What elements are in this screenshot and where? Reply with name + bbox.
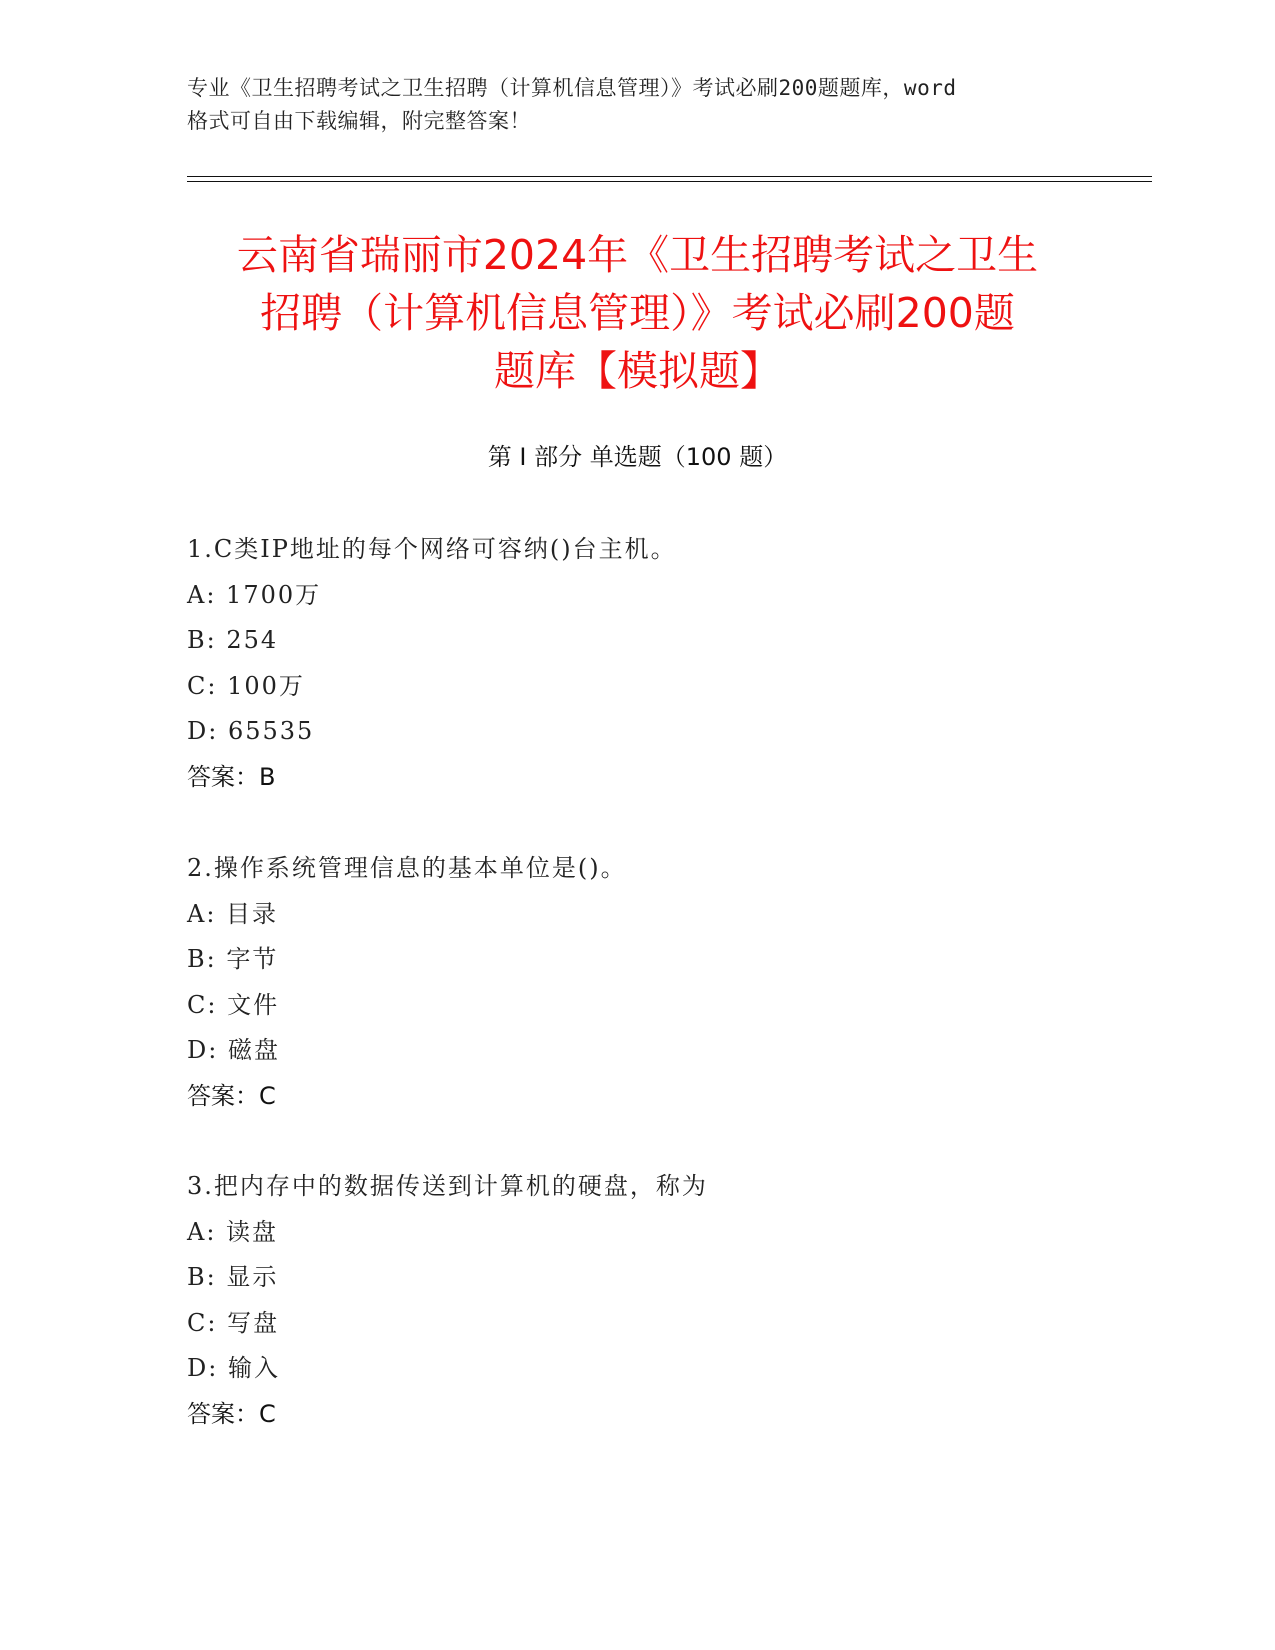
header-note [187, 72, 1087, 138]
document-title-line-1: 云南省瑞丽市2024年《卫生招聘考试之卫生 [236, 231, 1039, 279]
option-c: C: 写盘 [187, 1308, 280, 1337]
header-note-line-2: 格式可自由下载编辑，附完整答案！ [187, 109, 531, 133]
option-d: D: 输入 [187, 1354, 280, 1382]
question-3 [187, 1164, 1137, 1437]
option-b: B: 字节 [187, 945, 279, 973]
answer: 答案：C [187, 1399, 276, 1428]
question-stem: 1.C类IP地址的每个网络可容纳()台主机。 [187, 535, 677, 563]
header-note-line-1: 专业《卫生招聘考试之卫生招聘（计算机信息管理）》考试必刷200题题库，word [187, 76, 957, 100]
option-d: D: 磁盘 [187, 1036, 280, 1064]
answer: 答案：B [187, 762, 276, 791]
document-title-line-2: 招聘（计算机信息管理）》考试必刷200题 [260, 289, 1015, 337]
option-b: B: 254 [187, 626, 279, 654]
header-divider-bottom [187, 181, 1152, 182]
question-1 [187, 527, 1137, 800]
document-title [180, 226, 1095, 400]
option-a: A: 1700万 [187, 580, 322, 609]
document-title-line-3: 题库【模拟题】 [494, 347, 781, 395]
question-2 [187, 846, 1137, 1119]
option-a: A: 目录 [187, 899, 279, 928]
answer: 答案：C [187, 1081, 276, 1110]
option-c: C: 文件 [187, 990, 280, 1019]
question-stem: 2.操作系统管理信息的基本单位是()。 [187, 854, 627, 882]
section-heading: 第 I 部分 单选题（100 题） [487, 443, 788, 471]
option-c: C: 100万 [187, 671, 305, 700]
option-b: B: 显示 [187, 1263, 279, 1291]
question-stem: 3.把内存中的数据传送到计算机的硬盘，称为 [187, 1172, 708, 1200]
option-a: A: 读盘 [187, 1217, 279, 1246]
option-d: D: 65535 [187, 717, 315, 745]
header-divider-top [187, 176, 1152, 177]
